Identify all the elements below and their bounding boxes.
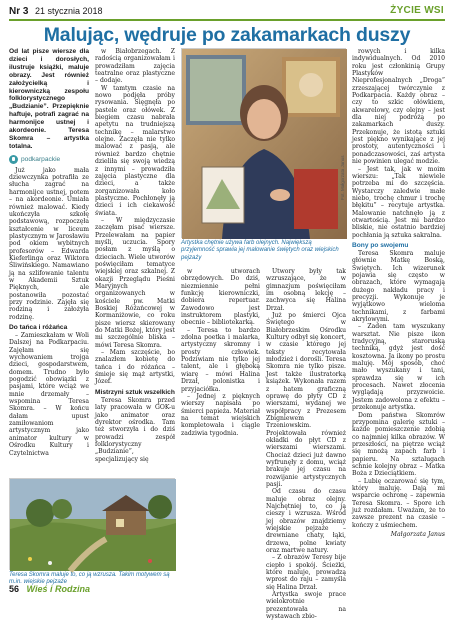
header-divider bbox=[9, 19, 445, 21]
paragraph: – Lubię oczarować się tym, który maluję. Dają mi wsparcie ochronę – zapewnia Teresa Skomra. – Spore ich już rozdałam. Uważam, że to zawsze prezent na czasie – kończy z uśmiechem. bbox=[352, 477, 445, 529]
paragraph: Już jako mała dziewczynka potrafiła ze słucha zagrać na harmonijce ustnej, potem – na akordeonie. Umiała również malować. Kiedy ukończyła szkołę podstawową, rozpoczęła kształcenie w liceum plastycznym w Jarosławiu pod okiem wybitnych profesorów – Edwarda Kieferlinga oraz Wiktora Śliwińskiego. Namawiano ją na szlifowanie talentu w Akademii Sztuk Pięknych, ale postanowiła pozostać przy rodzinie. Zajęła się rodziną i założyła rodzinę. bbox=[9, 166, 89, 321]
paragraph: – Z obrazów Teresy bije ciepło i spokój. Ścieżki, które maluje, prowadzą wprost do raju – zamyśla się Halina Drzał. bbox=[266, 554, 346, 591]
region-tag bbox=[9, 155, 89, 164]
column-3 bbox=[181, 268, 260, 437]
paragraph: W tamtym czasie na nowo podjęła próby rysowania. Sięgnęła po pastele oraz ołówek. Z biegiem czasu nabrała apetytu na trudniejszą technikę – malarstwo olejne. Zaczęła nie tylko malować z pasją, ale również bardzo chętnie dzieliła się swoją wiedzą z innymi – prowadziła zajęcia plastyczne dla dzieci, a także zorganizowała koło plastyczne. Pochłonęły ją dzieci i ich ciekawość świata. bbox=[95, 84, 175, 217]
magazine-brand: Wieś i Rodzina bbox=[26, 584, 90, 594]
subheading: Bony po swojemu bbox=[352, 241, 409, 249]
column-5 bbox=[352, 48, 445, 538]
paragraph: – Mam szczęście, bo znalazłem kobietę do tańca i do różańca – śmieje się mąż artystki, Józef. bbox=[95, 349, 175, 386]
paragraph: w utworach obrzędowych. Do dziś, niezmiennie pełni funkcję kierowniczki, dobiera repertuar. Zawodowo jest instruktorem plastyki, obecnie – bibliotekarką. bbox=[181, 268, 260, 327]
paragraph: Już po śmierci Ojca Świętego w Białobrzeskim Ośrodku Kultury odbył się koncert, w czasie którego jej teksty recytowała młodzież i dorośli. Teresa Skomra nie tylko pisze. Jest także ilustratorką książek. Wykonała razem z hatem graficzną oprawę do płyty CD z wierszami, wydanej we współpracy z Prezesem Zbigniewem Trzeniowskim. Projektowała również okładki do płyt CD z wierszami wierszami. Chociaż dzieci już dawno wyfrunęły z domu, wciąż brakuje jej czasu na rozwijanie artystycznych pasji. bbox=[266, 312, 347, 488]
article-lead: Od lat pisze wiersze dla dzieci i dorosłych, ilustruje książki, maluje obrazy. Jest również założycielką i kierowniczką zespołu folklorystycznego „Budzianie”. Przepięknie haftuje, potrafi zagrać na harmonijce ustnej i akordeonie. Teresa Skomra – artystka totalna. bbox=[9, 48, 89, 150]
page-number: 56 bbox=[9, 584, 20, 594]
paragraph: Artystka swoje prace wielokrotnie prezentowała na wystawach zbio- bbox=[266, 591, 346, 621]
issue-date: 21 stycznia 2018 bbox=[34, 6, 103, 16]
paragraph: – Jednej z pięknych wierszy napisała po śmierci papieża. Materiał na temat wiejskich kompletowała i ciągle zadziwia tygodnia. bbox=[181, 392, 260, 437]
article-author: Małgorzata Janus bbox=[390, 531, 445, 538]
photo-caption: Teresa Skomra maluje to, co ją wzrusza. Takim motywem są m.in. wiejskie pejzaże bbox=[9, 572, 170, 585]
page-footer bbox=[9, 584, 90, 594]
paragraph: – Jest tak, jak w moim wierszu: „Tak niewiele potrzeba mi do szczęścia. Wystarczy zaledwie małe niebo, trochę chmur i trochę błękitu” – recytuje artystka. Malowanie natchnęło ją z otwartością. Jest mi bardzo bliskie, nie ostatnio bardziej pochłania ją sztuka sakralna. bbox=[352, 165, 445, 239]
subheading: Mistrzyni sztuk wszelkich bbox=[95, 388, 175, 396]
location-pin-icon bbox=[9, 155, 18, 164]
landscape-painting-image bbox=[10, 479, 176, 571]
paragraph: – W międzyczasie zaczęłam pisać wiersze. Przelewałam na papier myśli, uczucia. Spory posłam z myślą o dzieciach. Wiele utworów poświęciłam tematyce wiejskiej oraz szkalnej. Z okazji Przeglądu Pieśni Maryjnych organizowanych w kościele pw. Matki Boskiej Różańcowej w Kormaniżowie, co roku pisze wiersz skierowany do Matki Bożej, który jest mi szczególnie bliska – mówi Teresa Skomra. bbox=[95, 216, 175, 349]
artist-photo-image bbox=[182, 49, 347, 239]
paragraph: Od czasu do czasu maluje obraz olejny. Najchętniej to, co ją cieszy i wzrusza. Wśród jej obrazów znajdziemy wiejskie pejzaże – drewniane chaty, łąki, drzewa, polne kwiaty oraz martwe natury. bbox=[266, 488, 346, 555]
paragraph: w Białobrzegach. Z radością organizowałam i prowadziłam zajęcia teatralne oraz plastyczne – dodaje. bbox=[95, 48, 175, 85]
paragraph: Dom państwa Skomrów przypomina galerię sztuki – każde pomieszczenie zdobią co najmniej kilka obrazów. W przeszłości, na piętrze wciąż się mnożą zapach farb i papieru. Na sztalugach schnie kolejny obraz – Matka Boża z Dzieciątkiem. bbox=[352, 411, 445, 478]
paragraph: Utwory były tak wzruszające, że w gimnazjum poświęciłam im osobną lekcję – zachwyca się Halina Drzał. bbox=[266, 268, 346, 312]
paragraph: – Zamieszkałam w Woli Dalszej na Podkarpaciu. Zajęłam się wychowaniem trojga dzieci, gospodarstwem, domem. Trudno było pogodzić obowiązki z pasjami, które wciąż we mnie drzemały – wspomina Teresa Skomra. – W końcu dałam upust zamiłowaniom artystycznym jako animator kultury w Ośrodku Kultury i Czytelnictwa bbox=[9, 332, 89, 457]
issue-number: Nr 3 bbox=[9, 6, 29, 17]
paragraph: Teresa Skomra maluje głównie Matkę Boską, Świętych. Ich wizerunek pojawia się często w obrazach, które wymagają dużego nakładu pracy i precyzji. Wykonuje je wyjątkowo wieloma technikami, z farbami akrylowymi. bbox=[352, 249, 445, 324]
artist-photo bbox=[181, 48, 346, 238]
paragraph: – Zaden tam wyszukany warsztat. Nie pisze ikon tradycyjną, staroruską techniką, gdyż jest dość kosztowna. Ja ikony po prostu maluję. Mój sposób, choć mało wyszukany i tani, sprawdza się w ich procesach. Nawet złocenia wyglądają przyzwoicie. Jestem zadowolona z efektu – przekonuje artystka. bbox=[352, 323, 445, 412]
section-label: ŻYCIE WSI bbox=[390, 5, 444, 16]
paragraph: – Teresa to bardzo zdolna poetka i malarka, artystyczny skromny i prosty człowiek. Podziwiam nie tylko jej talent, ale i głęboką wiarę – mówi Halina Drzał, polonistka i przyjaciółka. bbox=[181, 326, 260, 393]
column-2 bbox=[95, 48, 175, 463]
photo-credit: Fot. Małgorzata Janus bbox=[340, 155, 345, 200]
paragraph: Teresa Skomra przed laty pracowała w GOK-u jako animator oraz dyrektor ośrodka. Tam też stworzyła i do dziś prowadzi zespół folklorystyczny „Budzianie”, specjalizujący się bbox=[95, 396, 175, 463]
header-left bbox=[9, 6, 103, 17]
column-4 bbox=[266, 268, 346, 621]
landscape-painting-photo bbox=[9, 478, 175, 570]
paragraph: rowych i kilka indywidualnych. Od 2010 roku jest członkinią Grupy Plastyków Nieprofesjonalnych „Droga” zrzeszającej twórczynie z Podkarpacia. Każdy obraz – czy to szkic ołówkiem, akwarelowy, czy olejny – jest dla niej podróżą po zakamarkach duszy. Przekonuje, że istotą sztuki jest piękno wynikające z jej prostoty, autentyczności i ponadczasowości, zaś artysta nie powinien ulegać modzie. bbox=[352, 48, 445, 166]
region-tag-label: podkarpackie bbox=[21, 155, 61, 163]
subheading: Do tańca i różańca bbox=[9, 324, 68, 331]
photo-caption: Artystka chętnie używa farb olejnych. Największą przyjemność sprawia jej malowanie świętych oraz wiejskich pejzaży bbox=[181, 240, 339, 261]
column-1 bbox=[9, 48, 89, 457]
article-title: Malując, wędruje po zakamarkach duszy bbox=[43, 24, 411, 46]
